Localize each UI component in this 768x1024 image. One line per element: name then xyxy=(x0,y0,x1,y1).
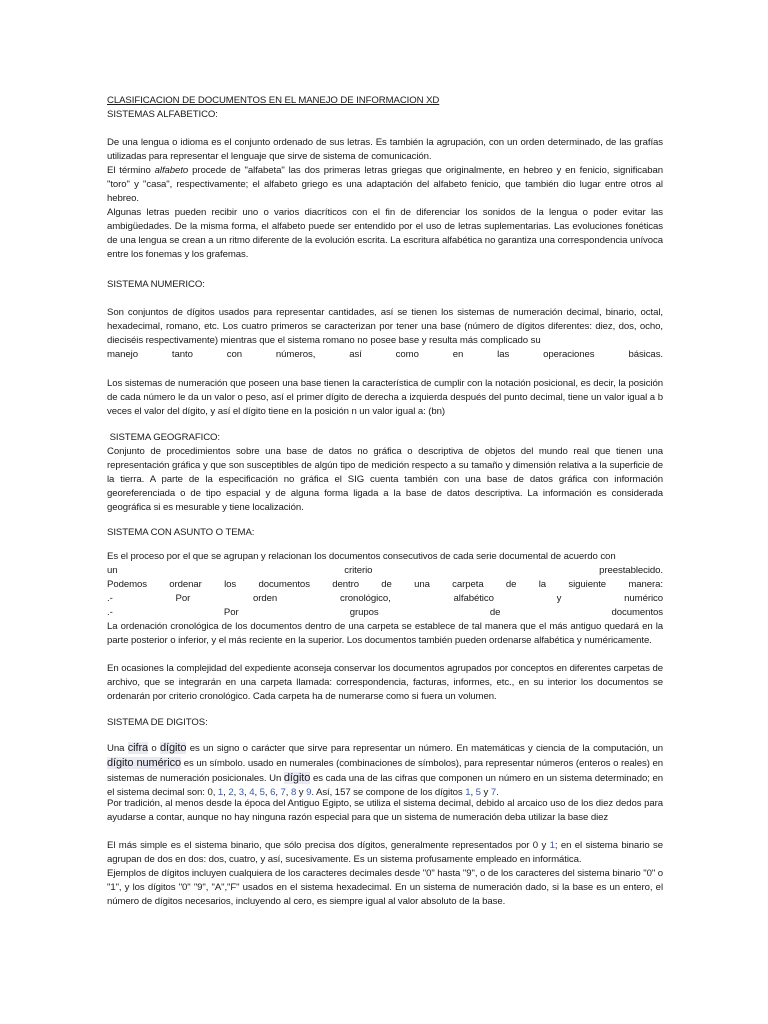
text-run: procede de "alfabeta" las dos primeras letras griegas que originalmente, en hebreo y en fenicio, significaban "toro" y "casa", respectivamente; el alfabeto griego es una adaptación del alfabeto fenicio, que también dio lugar entre otros al hebreo. xyxy=(107,165,663,205)
text-run: El más simple es el sistema binario, que sólo precisa dos dígitos, generalmente representados por 0 y xyxy=(107,840,550,851)
document-title: CLASIFICACION DE DOCUMENTOS EN EL MANEJO DE INFORMACION XD xyxy=(107,95,440,106)
text-run: Una xyxy=(107,743,128,754)
link-number[interactable]: 5 xyxy=(475,787,481,799)
link-number[interactable]: 3 xyxy=(238,787,245,799)
paragraph-alfabetico-1: De una lengua o idioma es el conjunto ordenado de sus letras. Es también la agrupación, con un orden determinado, de las grafías utilizadas para representar el lenguaje que sirve de sistema de comunicación. xyxy=(107,137,663,163)
link-cifra[interactable]: cifra xyxy=(127,742,149,754)
line-criterio: un criterio preestablecido. xyxy=(107,565,663,576)
paragraph-numerico-1: Son conjuntos de dígitos usados para representar cantidades, así se tienen los sistemas de numeración decimal, binario, octal, hexadecimal, romano, etc. Los cuatro primeros se caracterizan por tener una base (número de dígitos diferentes: diez, dos, ocho, dieciséis respectivamente) mientras que el sistema romano no posee base y resulta más complicado su xyxy=(107,307,663,347)
paragraph-geografico-1: Conjunto de procedimientos sobre una base de datos no gráfica o descriptiva de objetos del mundo real que tienen una representación gráfica y que son susceptibles de algún tipo de medición respecto a su tamaño y dimensión relativa a la superficie de la tierra. A parte de la especificación no gráfica el SIG cuenta también con una base de datos gráfica con información georeferenciada o de tipo espacial y de alguna forma ligada a la base de datos descriptiva. La información es considerada geográfica si es mesurable y tiene localización. xyxy=(107,446,663,514)
link-digito-numerico[interactable]: dígito numérico xyxy=(107,757,182,770)
line-podemos-ordenar: Podemos ordenar los documentos dentro de una carpeta de la siguiente manera: xyxy=(107,579,663,590)
heading-numerico: SISTEMA NUMERICO: xyxy=(107,279,205,290)
link-number[interactable]: 7 xyxy=(280,787,286,799)
paragraph-asunto-2: La ordenación cronológica de los documentos dentro de una carpeta se establece de tal manera que el más antiguo quedará en la parte posterior o inferior, y el más reciente en la superior. Los documentos también pueden ordenarse alfabética y numéricamente. xyxy=(107,621,663,647)
link-number[interactable]: 2 xyxy=(228,787,234,799)
link-number[interactable]: 5 xyxy=(259,787,265,799)
link-digito[interactable]: dígito xyxy=(159,742,187,754)
paragraph-asunto-1: Es el proceso por el que se agrupan y relacionan los documentos consecutivos de cada serie documental de acuerdo con xyxy=(107,551,616,562)
link-number[interactable]: 1 xyxy=(217,787,224,799)
heading-digitos: SISTEMA DE DIGITOS: xyxy=(107,717,208,728)
text-run: es cada una de las cifras que componen un número en un sistema determinado; en el sistema decimal son: 0, xyxy=(107,773,663,799)
text-run: El término xyxy=(107,165,155,176)
heading-alfabetico: SISTEMAS ALFABETICO: xyxy=(107,109,218,120)
link-number[interactable]: 9 xyxy=(306,787,312,799)
link-digito-2[interactable]: dígito xyxy=(283,772,311,785)
paragraph-digitos-2: Por tradición, al menos desde la época del Antiguo Egipto, se utiliza el sistema decimal, debido al arcaico uso de los diez dedos para ayudarse a contar, aunque no hay ninguna razón especial para que un sistema de numeración deba utilizar la base diez xyxy=(107,798,663,824)
paragraph-digitos-4: Ejemplos de dígitos incluyen cualquiera de los caracteres decimales desde "0" hasta "9", o de los caracteres del sistema binario "0" o "1", y los dígitos "0" "9", "A","F" usados en el sistema hexadecimal. En un sistema de numeración dado, si la base es un entero, el número de dígitos necesarios, incluyendo al cero, es siempre igual al valor absoluto de la base. xyxy=(107,868,663,908)
paragraph-numerico-2: Los sistemas de numeración que poseen una base tienen la característica de cumplir con la notación posicional, es decir, la posición de cada número le da un valor o peso, así el primer dígito de derecha a izquierda después del punto decimal, tiene un valor igual a b veces el valor del dígito, y así el dígito tiene en la posición n un valor igual a: (bn) xyxy=(107,378,663,418)
text-run: o xyxy=(148,743,160,754)
text-run: ; en el sistema binario se agrupan de dos en dos: dos, cuatro, y así, sucesivamente. Es un sistema profusamente empleado en informática. xyxy=(107,840,663,866)
heading-geografico: SISTEMA GEOGRAFICO: xyxy=(107,432,221,443)
paragraph-asunto-3: En ocasiones la complejidad del expediente aconseja conservar los documentos agrupados por conceptos en diferentes carpetas de archivo, que se integrarán en una carpeta llamada: correspondencia, facturas, informes, etc., en su interior los documentos se ordenarán por criterio cronológico. Cada carpeta ha de numerarse como si fuera un volumen. xyxy=(107,663,663,703)
text-run: es un signo o carácter que sirve para representar un número. En matemáticas y ciencia de la computación, un xyxy=(186,743,663,754)
text-run: . Así, 157 se compone de los dígitos xyxy=(311,787,466,799)
link-number[interactable]: 8 xyxy=(290,787,297,799)
line-por-orden: .- Por orden cronológico, alfabético y numérico xyxy=(107,593,663,604)
paragraph-alfabetico-3: Algunas letras pueden recibir uno o varios diacríticos con el fin de diferenciar los sonidos de la lengua o poder evitar las ambigüedades. De la misma forma, el alfabeto puede ser entendido por el uso de letras suplementarias. Las evoluciones fonéticas de una lengua se crean a un ritmo diferente de la evolución escrita. La escritura alfabética no garantiza una correspondencia unívoca entre los fonemas y los grafemas. xyxy=(107,207,663,261)
link-number[interactable]: 1 xyxy=(465,787,471,799)
text-run: es un símbolo. usado en numerales (combinaciones de símbolos), para representar números (enteros o reales) en sistemas de numeración posicionales. Un xyxy=(107,758,663,785)
link-number[interactable]: 6 xyxy=(270,787,276,799)
term-alfabeto: alfabeto xyxy=(154,165,189,176)
line-por-grupos: .- Por grupos de documentos xyxy=(107,607,663,618)
link-number[interactable]: 7 xyxy=(490,787,497,799)
heading-asunto: SISTEMA CON ASUNTO O TEMA: xyxy=(107,527,255,538)
paragraph-alfabetico-2 xyxy=(107,164,663,206)
link-number[interactable]: 4 xyxy=(249,787,255,799)
paragraph-numerico-1-last-line: manejo tanto con números, así como en las operaciones básicas. xyxy=(107,349,663,360)
paragraph-digitos-1: Una cifra o dígito es un signo o carácter que sirve para representar un número. En matemáticas y ciencia de la computación, un dígito numérico es un símbolo. usado en numerales (combinaciones de símbolos), para representar números (enteros o reales) en sistemas de numeración posicionales. Un dígito es cada una de las cifras que componen un número en un sistema determinado; en el sistema decimal son: 0, 1, 2, 3, 4, 5, 6, 7, 8 y 9. Así, 157 se compone de los dígitos 1, 5 y 7. xyxy=(107,742,663,799)
link-number[interactable]: 1 xyxy=(549,840,555,851)
paragraph-digitos-3 xyxy=(107,839,663,867)
